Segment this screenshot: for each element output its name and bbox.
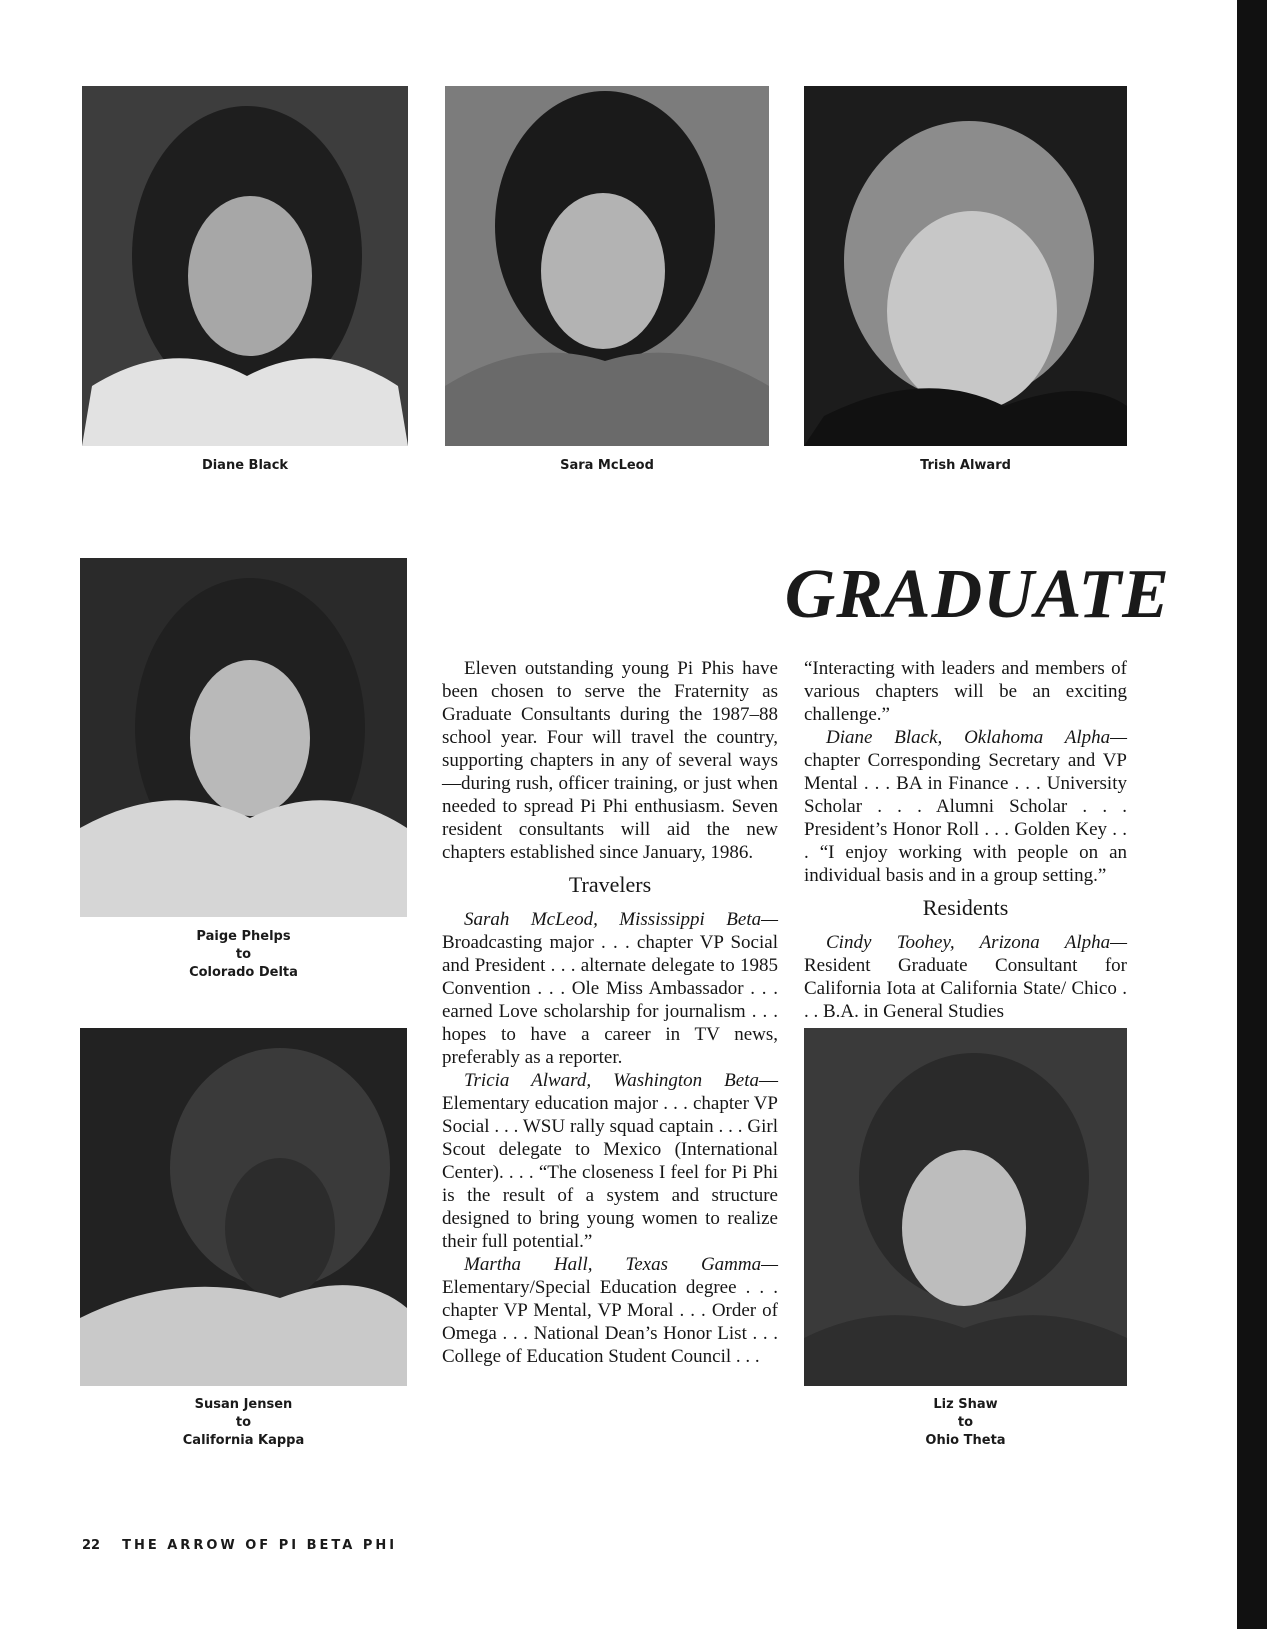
caption-trish-alward: Trish Alward xyxy=(920,458,1011,473)
photo-paige-phelps xyxy=(80,558,407,917)
caption-liz-shaw: Liz Shaw to Ohio Theta xyxy=(925,1397,1006,1448)
photo-trish-alward xyxy=(804,86,1127,446)
caption-sara-mcleod: Sara McLeod xyxy=(560,458,654,473)
photo-liz-shaw xyxy=(804,1028,1127,1386)
photo-sara-mcleod xyxy=(445,86,769,446)
photo-susan-jensen xyxy=(80,1028,407,1386)
caption-susan-jensen: Susan Jensen to California Kappa xyxy=(182,1397,305,1448)
traveler-entry: Martha Hall, Texas Gamma—Elementary/Special Education degree . . . chapter VP Mental, VP Moral . . . Order of Omega . . . National Dean’s Honor List . . . College of Education Student Council . . . xyxy=(442,1254,778,1367)
article-column-2 xyxy=(804,657,1127,1023)
traveler-entry: Tricia Alward, Washington Beta—Elementary education major . . . chapter VP Social . . . WSU rally squad captain . . . Girl Scout delegate to Mexico (International Center). . . . “The closeness I feel for Pi Phi is the result of a system and structure designed to bring young women to realize their full potential.” xyxy=(442,1070,778,1252)
page-footer xyxy=(82,1538,397,1553)
page-number: 22 xyxy=(82,1538,101,1553)
page-edge xyxy=(1237,0,1267,1629)
travelers-heading: Travelers xyxy=(568,872,652,897)
continuation-quote: “Interacting with leaders and members of various chapters will be an exciting challenge.” xyxy=(804,658,1127,725)
resident-entry: Cindy Toohey, Arizona Alpha—Resident Graduate Consultant for California Iota at California State/ Chico . . . B.A. in General Studies xyxy=(804,932,1127,1022)
traveler-entry: Sarah McLeod, Mississippi Beta—Broadcasting major . . . chapter VP Social and President . . . alternate delegate to 1985 Convention . . . Ole Miss Ambassador . . . earned Love scholarship for journalism . . . hopes to have a career in TV news, preferably as a reporter. xyxy=(442,909,778,1068)
article-column-1 xyxy=(442,657,778,1368)
intro-paragraph: Eleven outstanding young Pi Phis have been chosen to serve the Fraternity as Graduate Consultants during the 1987–88 school year. Four will travel the country, supporting chapters in any of several ways—during rush, officer training, or just when needed to spread Pi Phi enthusiasm. Seven resident consultants will aid the new chapters established since January, 1986. xyxy=(442,658,778,863)
traveler-entry: Diane Black, Oklahoma Alpha—chapter Corresponding Secretary and VP Mental . . . BA in Finance . . . University Scholar . . . Alumni Scholar . . . President’s Honor Roll . . . Golden Key . . . “I enjoy working with people on an individual basis and in a group setting.” xyxy=(804,727,1127,886)
photo-diane-black xyxy=(82,86,408,446)
publication-name: THE ARROW OF PI BETA PHI xyxy=(122,1538,398,1553)
residents-heading: Residents xyxy=(922,895,1009,920)
article-title: GRADUATE xyxy=(784,556,1170,633)
caption-diane-black: Diane Black xyxy=(201,458,289,473)
caption-paige-phelps: Paige Phelps to Colorado Delta xyxy=(189,929,298,980)
